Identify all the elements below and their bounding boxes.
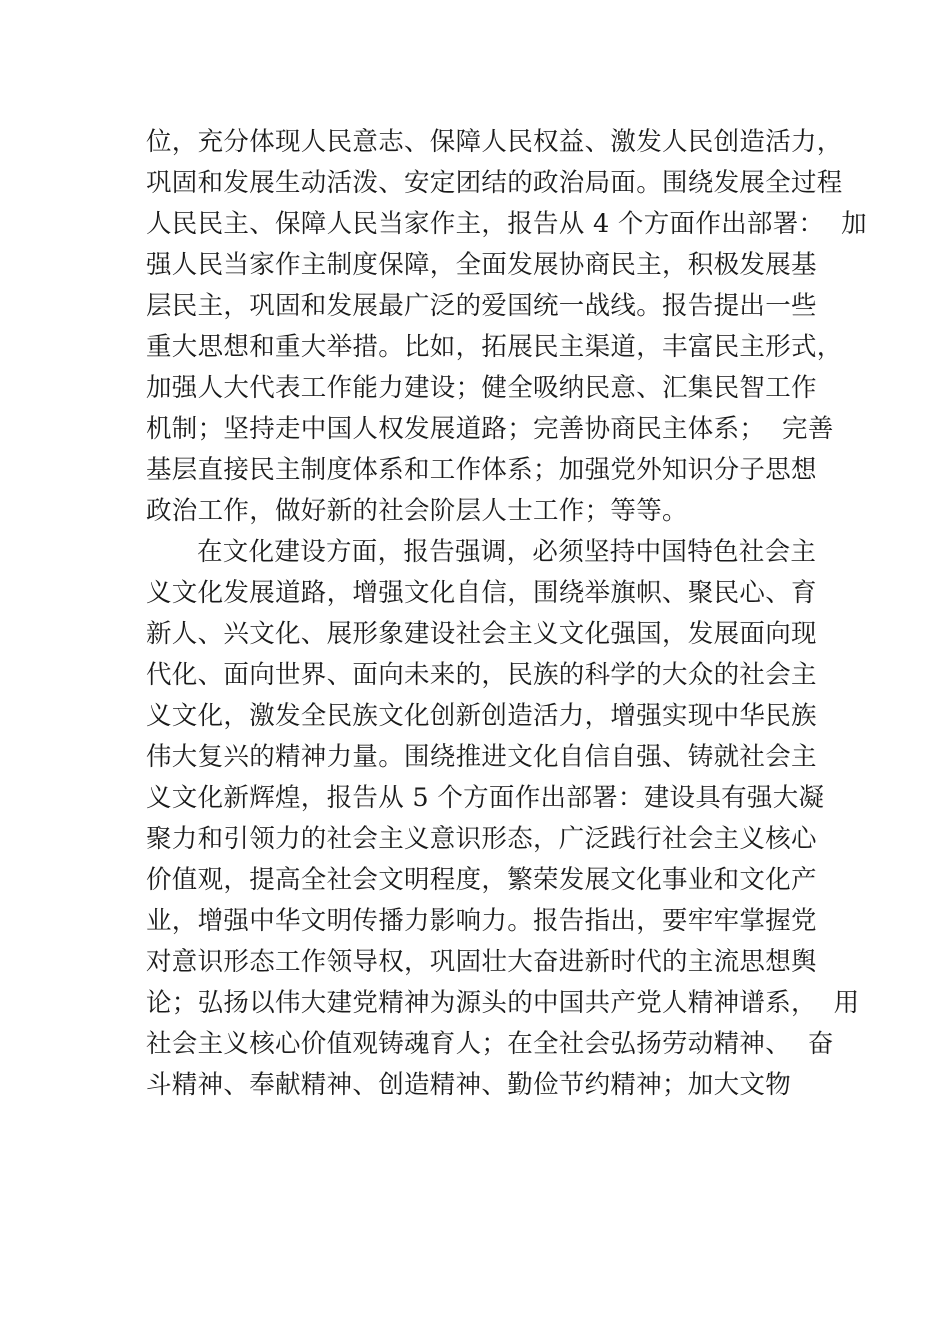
text-line: 对意识形态工作领导权，巩固壮大奋进新时代的主流思想舆	[146, 947, 817, 977]
text-line: 强人民当家作主制度保障，全面发展协商民主，积极发展基	[146, 250, 817, 280]
text-line: 巩固和发展生动活泼、安定团结的政治局面。围绕发展全过程	[146, 168, 843, 198]
text-line: 义文化，激发全民族文化创新创造活力，增强实现中华民族	[146, 701, 817, 731]
text-line: 新人、兴文化、展形象建设社会主义文化强国，发展面向现	[146, 619, 817, 649]
text-line: 加强人大代表工作能力建设；健全吸纳民意、汇集民智工作	[146, 373, 817, 403]
text-line: 代化、面向世界、面向未来的，民族的科学的大众的社会主	[146, 660, 817, 690]
text-line: 价值观，提高全社会文明程度，繁荣发展文化事业和文化产	[146, 865, 817, 895]
text-line: 人民民主、保障人民当家作主，报告从 4 个方面作出部署： 加	[146, 209, 867, 239]
text-line: 论；弘扬以伟大建党精神为源头的中国共产党人精神谱系， 用	[146, 988, 860, 1018]
text-line: 重大思想和重大举措。比如，拓展民主渠道，丰富民主形式，	[146, 332, 843, 362]
text-line: 层民主，巩固和发展最广泛的爱国统一战线。报告提出一些	[146, 291, 817, 321]
text-line: 机制；坚持走中国人权发展道路；完善协商民主体系； 完善	[146, 414, 834, 444]
text-line: 业，增强中华文明传播力影响力。报告指出，要牢牢掌握党	[146, 906, 817, 936]
text-line: 斗精神、奉献精神、创造精神、勤俭节约精神；加大文物	[146, 1070, 792, 1100]
text-line: 义文化新辉煌，报告从 5 个方面作出部署：建设具有强大凝	[146, 783, 825, 813]
text-line: 政治工作，做好新的社会阶层人士工作；等等。	[146, 496, 688, 526]
text-line: 伟大复兴的精神力量。围绕推进文化自信自强、铸就社会主	[146, 742, 817, 772]
text-line: 基层直接民主制度体系和工作体系；加强党外知识分子思想	[146, 455, 817, 485]
text-line: 位，充分体现人民意志、保障人民权益、激发人民创造活力，	[146, 127, 843, 157]
document-body	[146, 122, 867, 1106]
paragraph	[146, 532, 860, 1106]
text-line: 社会主义核心价值观铸魂育人；在全社会弘扬劳动精神、 奋	[146, 1029, 834, 1059]
text-line: 聚力和引领力的社会主义意识形态，广泛践行社会主义核心	[146, 824, 817, 854]
text-line: 义文化发展道路，增强文化自信，围绕举旗帜、聚民心、育	[146, 578, 817, 608]
text-line: 在文化建设方面，报告强调，必须坚持中国特色社会主	[197, 537, 817, 567]
paragraph	[146, 122, 867, 532]
